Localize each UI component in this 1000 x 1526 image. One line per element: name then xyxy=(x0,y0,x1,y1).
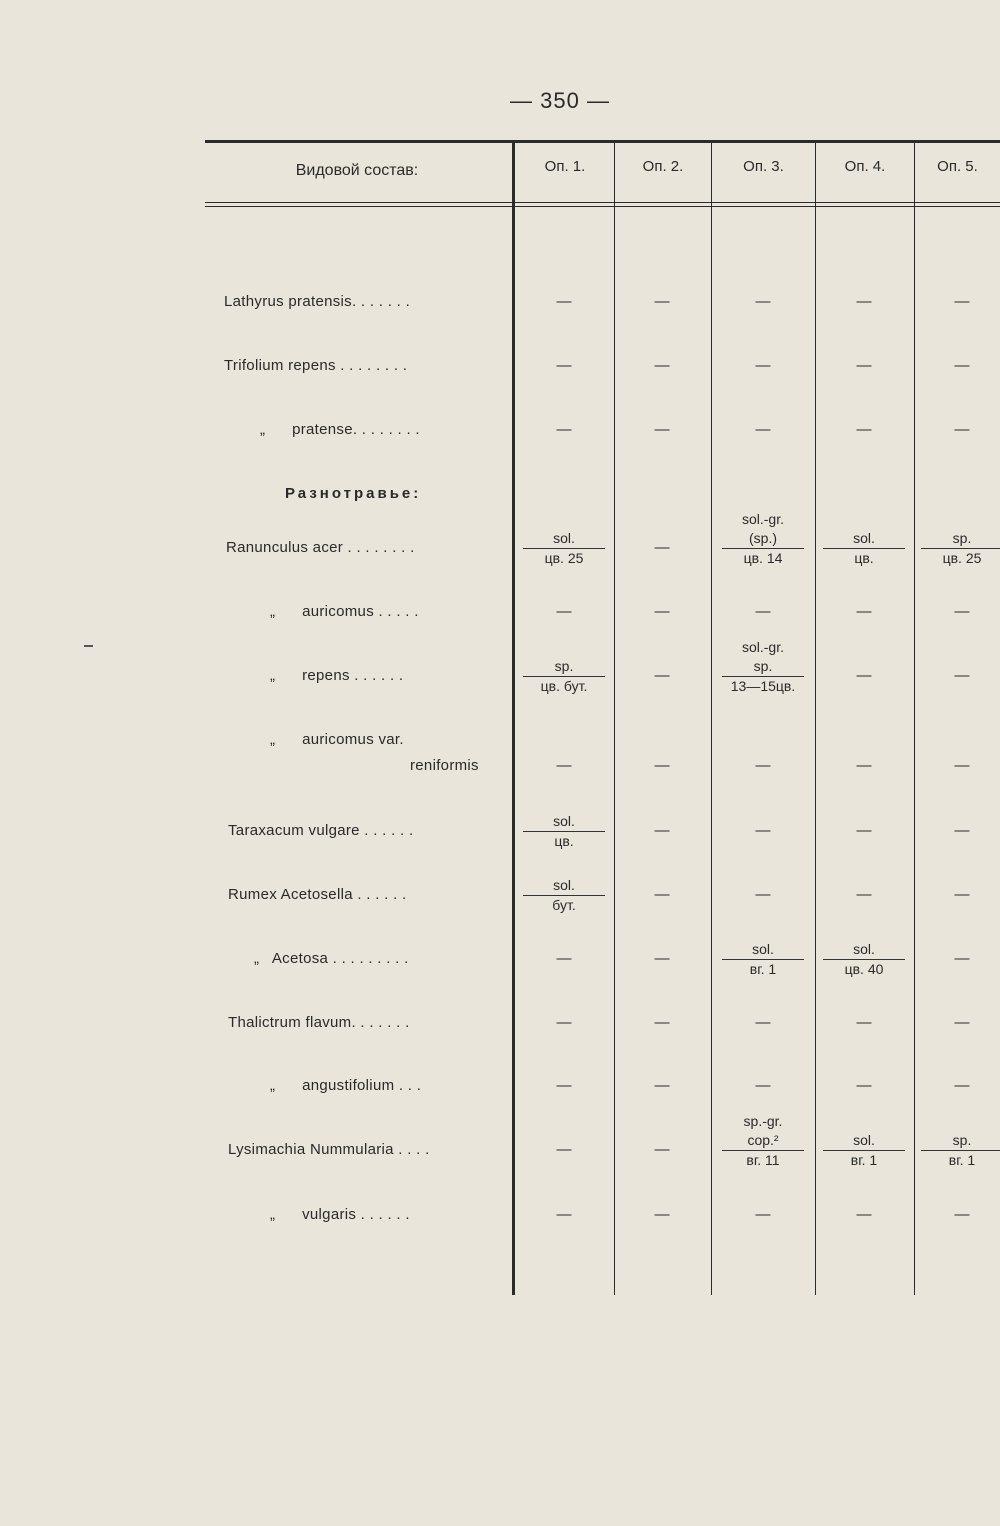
cell-numerator: sp. xyxy=(921,529,1000,549)
table-cell-dash: — xyxy=(954,293,970,310)
cell-numerator: sol. xyxy=(523,876,605,896)
table-cell-dash: — xyxy=(654,293,670,310)
cell-denominator: цв. 14 xyxy=(743,550,783,566)
table-cell-dash: — xyxy=(654,1206,670,1223)
table-cell-dash: — xyxy=(755,421,771,438)
col-divider-species xyxy=(512,140,515,1295)
header-op-5: Оп. 5. xyxy=(937,158,978,175)
table-cell-dash: — xyxy=(755,357,771,374)
table-cell-dash: — xyxy=(556,1206,572,1223)
cell-denominator: цв. 25 xyxy=(942,550,982,566)
species-rumex-acetosella: Rumex Acetosella . . . . . . xyxy=(228,886,407,903)
table-cell-dash: — xyxy=(654,357,670,374)
table-cell-dash: — xyxy=(654,1077,670,1094)
margin-mark xyxy=(84,645,93,647)
table-cell-dash: — xyxy=(856,603,872,620)
table-cell-dash: — xyxy=(654,950,670,967)
cell-prefix: sp.-gr. xyxy=(743,1113,783,1129)
species-taraxacum-vulgare: Taraxacum vulgare . . . . . . xyxy=(228,822,414,839)
col-divider-1 xyxy=(614,140,615,1295)
species-thalictrum-flavum: Thalictrum flavum. . . . . . . xyxy=(228,1014,410,1031)
species-ranunculus-auricomus-var: „ auricomus var. xyxy=(270,731,404,748)
table-cell-dash: — xyxy=(654,757,670,774)
cell-numerator: cop.² xyxy=(722,1131,804,1151)
table-cell-dash: — xyxy=(654,1014,670,1031)
table-cell-dash: — xyxy=(654,1141,670,1158)
table-cell-dash: — xyxy=(856,421,872,438)
table-cell-fraction xyxy=(819,940,909,979)
cell-denominator: 13—15цв. xyxy=(730,678,796,694)
table-cell-dash: — xyxy=(755,1077,771,1094)
cell-denominator: вг. 1 xyxy=(850,1152,878,1168)
table-cell-fraction xyxy=(718,510,808,568)
table-cell-dash: — xyxy=(556,1014,572,1031)
cell-denominator: цв. xyxy=(854,550,874,566)
cell-prefix: sol.-gr. xyxy=(741,511,784,527)
table-cell-dash: — xyxy=(755,603,771,620)
table-cell-dash: — xyxy=(654,886,670,903)
table-cell-dash: — xyxy=(954,757,970,774)
table-cell-dash: — xyxy=(654,603,670,620)
species-rumex-acetosa: „ Acetosa . . . . . . . . . xyxy=(254,950,409,967)
header-op-3: Оп. 3. xyxy=(743,158,784,175)
col-divider-2 xyxy=(711,140,712,1295)
table-cell-dash: — xyxy=(654,667,670,684)
table-cell-fraction xyxy=(519,657,609,696)
table-cell-dash: — xyxy=(556,603,572,620)
table-cell-dash: — xyxy=(856,1206,872,1223)
table-cell-fraction xyxy=(519,812,609,851)
table-cell-dash: — xyxy=(856,357,872,374)
table-cell-dash: — xyxy=(954,1077,970,1094)
table-cell-dash: — xyxy=(755,1206,771,1223)
table-cell-dash: — xyxy=(954,667,970,684)
species-trifolium-repens: Trifolium repens . . . . . . . . xyxy=(224,357,408,374)
cell-denominator: цв. 40 xyxy=(844,961,884,977)
species-ranunculus-acer: Ranunculus acer . . . . . . . . xyxy=(226,539,415,556)
cell-numerator: sol. xyxy=(823,529,905,549)
species-thalictrum-angustifolium: „ angustifolium . . . xyxy=(270,1077,422,1094)
table-cell-dash: — xyxy=(755,822,771,839)
table-cell-dash: — xyxy=(856,1014,872,1031)
table-top-rule xyxy=(205,140,1000,143)
header-bottom-rule-2 xyxy=(205,206,1000,207)
header-op-1: Оп. 1. xyxy=(544,158,586,175)
table-cell-dash: — xyxy=(856,667,872,684)
table-cell-dash: — xyxy=(654,822,670,839)
header-op-4: Оп. 4. xyxy=(844,158,886,175)
table-cell-dash: — xyxy=(954,603,970,620)
table-cell-dash: — xyxy=(856,293,872,310)
table-cell-dash: — xyxy=(954,886,970,903)
table-cell-dash: — xyxy=(954,1014,970,1031)
species-trifolium-pratense: „ pratense. . . . . . . . xyxy=(260,421,420,438)
table-cell-dash: — xyxy=(954,822,970,839)
table-cell-fraction xyxy=(819,529,909,568)
table-cell-fraction xyxy=(917,529,1000,568)
cell-numerator: sol. xyxy=(722,940,804,960)
col-divider-4 xyxy=(914,140,915,1295)
table-cell-fraction xyxy=(519,529,609,568)
header-bottom-rule xyxy=(205,202,1000,203)
page-number: — 350 — xyxy=(510,88,610,113)
table-cell-fraction xyxy=(519,876,609,915)
table-cell-dash: — xyxy=(654,421,670,438)
table-cell-dash: — xyxy=(755,1014,771,1031)
table-cell-dash: — xyxy=(556,950,572,967)
species-ranunculus-repens: „ repens . . . . . . xyxy=(270,667,404,684)
table-cell-fraction xyxy=(718,638,808,696)
cell-numerator: (sp.) xyxy=(722,529,804,549)
header-op-2: Оп. 2. xyxy=(642,158,684,175)
cell-denominator: цв. 25 xyxy=(544,550,584,566)
cell-denominator: цв. xyxy=(554,833,574,849)
species-lysimachia-nummularia: Lysimachia Nummularia . . . . xyxy=(228,1141,430,1158)
cell-prefix: sol.-gr. xyxy=(741,639,784,655)
col-divider-3 xyxy=(815,140,816,1295)
table-cell-dash: — xyxy=(556,757,572,774)
table-cell-dash: — xyxy=(856,886,872,903)
table-cell-fraction xyxy=(718,940,808,979)
table-cell-dash: — xyxy=(556,293,572,310)
table-cell-dash: — xyxy=(556,1141,572,1158)
cell-numerator: sp. xyxy=(722,657,804,677)
species-ranunculus-auricomus: „ auricomus . . . . . xyxy=(270,603,419,620)
table-cell-dash: — xyxy=(755,293,771,310)
table-cell-dash: — xyxy=(954,950,970,967)
table-cell-fraction xyxy=(917,1131,1000,1170)
table-cell-fraction xyxy=(819,1131,909,1170)
header-species: Видовой состав: xyxy=(295,162,419,179)
table-cell-dash: — xyxy=(954,357,970,374)
species-lathyrus-pratensis: Lathyrus pratensis. . . . . . . xyxy=(224,293,411,310)
table-cell-dash: — xyxy=(856,757,872,774)
species-reniformis: reniformis xyxy=(410,757,479,774)
species-lysimachia-vulgaris: „ vulgaris . . . . . . xyxy=(270,1206,410,1223)
table-cell-dash: — xyxy=(556,421,572,438)
cell-denominator: бут. xyxy=(552,897,576,913)
table-cell-dash: — xyxy=(556,357,572,374)
cell-denominator: вг. 1 xyxy=(948,1152,976,1168)
cell-numerator: sp. xyxy=(523,657,605,677)
cell-numerator: sol. xyxy=(823,1131,905,1151)
table-cell-dash: — xyxy=(856,1077,872,1094)
cell-numerator: sp. xyxy=(921,1131,1000,1151)
table-cell-dash: — xyxy=(755,886,771,903)
table-cell-dash: — xyxy=(556,1077,572,1094)
cell-numerator: sol. xyxy=(523,812,605,832)
table-cell-dash: — xyxy=(755,757,771,774)
table-cell-dash: — xyxy=(954,1206,970,1223)
table-cell-dash: — xyxy=(954,421,970,438)
cell-numerator: sol. xyxy=(523,529,605,549)
cell-numerator: sol. xyxy=(823,940,905,960)
cell-denominator: вг. 11 xyxy=(746,1152,780,1168)
cell-denominator: вг. 1 xyxy=(749,961,777,977)
section-heading: Разнотравье: xyxy=(285,485,422,502)
table-cell-dash: — xyxy=(654,539,670,556)
table-cell-dash: — xyxy=(856,822,872,839)
table-cell-fraction xyxy=(718,1112,808,1170)
cell-denominator: цв. бут. xyxy=(540,678,588,694)
